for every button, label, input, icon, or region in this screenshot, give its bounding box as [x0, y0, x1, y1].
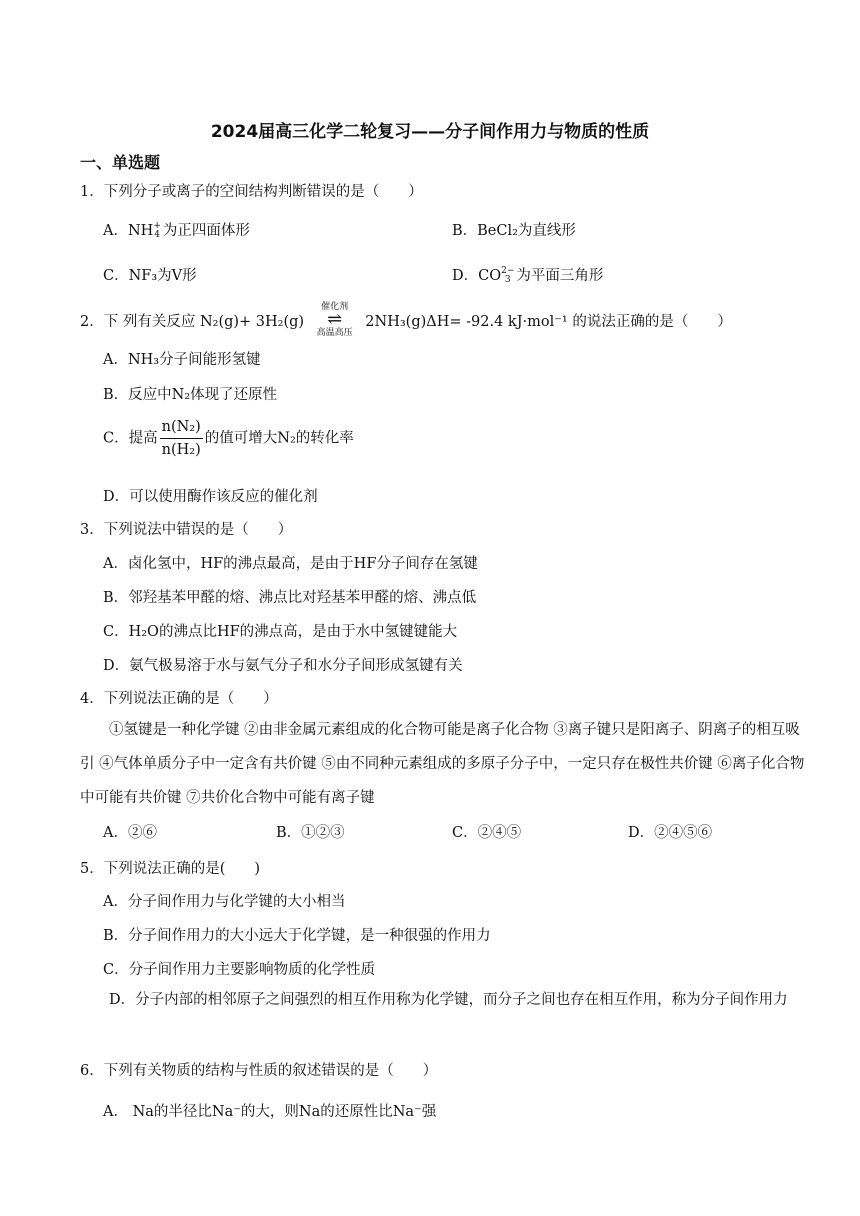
question-5-option-c: C．分子间作用力主要影响物质的化学性质	[103, 962, 376, 978]
question-1-option-a	[103, 219, 250, 240]
ion-charge	[501, 267, 514, 285]
option-a-suffix: 为正四面体形	[162, 223, 250, 239]
ion-charge	[153, 222, 161, 240]
question-2-stem	[80, 304, 732, 340]
question-2-option-b: B．反应中N₂体现了还原性	[103, 387, 278, 403]
option-a-prefix: A．NH	[103, 223, 154, 239]
question-1-option-d	[452, 264, 603, 285]
question-3-option-c: C．H₂O的沸点比HF的沸点高，是由于水中氢键键能大	[103, 624, 458, 640]
subscript: 4	[154, 230, 160, 240]
catalyst-label: 催化剂	[321, 302, 349, 312]
superscript: +	[153, 221, 161, 231]
question-4-stem: 4．下列说法正确的是（ ）	[80, 691, 278, 707]
stem-suffix: 2NH₃(g)ΔH= -92.4 kJ·mol⁻¹ 的说法正确的是（ ）	[365, 314, 732, 330]
stem-prefix: 2．下 列有关反应 N₂(g)+ 3H₂(g)	[80, 314, 305, 330]
question-5-option-d: D．分子内部的相邻原子之间强烈的相互作用称为化学键，而分子之间也存在相互作用，称为分子间作用力	[109, 992, 788, 1008]
question-5-option-b: B．分子间作用力的大小远大于化学键，是一种很强的作用力	[103, 928, 491, 944]
ratio-fraction	[160, 418, 203, 459]
question-2-option-a: A．NH₃分子间能形氢键	[103, 352, 261, 368]
fraction-denominator: n(H₂)	[161, 442, 201, 458]
question-4-option-b: B．①②③	[276, 825, 345, 841]
superscript: 2−	[501, 266, 515, 276]
question-1-option-c: C．NF₃为V形	[103, 268, 197, 284]
option-c-prefix: C．提高	[103, 430, 158, 447]
question-6-option-a: A． Na的半径比Na⁻的大，则Na的还原性比Na⁻强	[103, 1104, 437, 1120]
condition-label: 高温高压	[316, 328, 353, 338]
option-d-suffix: 为平面三角形	[516, 268, 604, 284]
question-1-stem: 1．下列分子或离子的空间结构判断错误的是（ ）	[80, 184, 423, 200]
equilibrium-arrow	[309, 302, 361, 338]
option-c-suffix: 的值可增大N₂的转化率	[204, 430, 354, 447]
question-4-option-c: C．②④⑤	[452, 825, 522, 841]
option-d-prefix: D．CO	[452, 268, 502, 284]
question-1-option-b: B．BeCl₂为直线形	[452, 223, 576, 239]
question-3-stem: 3．下列说法中错误的是（ ）	[80, 522, 293, 538]
question-5-option-a: A．分子间作用力与化学键的大小相当	[103, 894, 346, 910]
question-3-option-b: B．邻羟基苯甲醛的熔、沸点比对羟基苯甲醛的熔、沸点低	[103, 590, 477, 606]
question-4-body: ①氢键是一种化学键 ②由非金属元素组成的化合物可能是离子化合物 ③离子键只是阳离子、阴离子的相互吸引 ④气体单质分子中一定含有共价键 ⑤由不同种元素组成的多原子分子中，一定只存在极性共价键 ⑥离子化合物中可能有共价键 ⑦共价化合物中可能有离子键	[80, 722, 805, 806]
question-5-stem: 5．下列说法正确的是( )	[80, 861, 261, 877]
question-2-option-d: D．可以使用酶作该反应的催化剂	[103, 489, 318, 505]
question-4-option-a: A．②⑥	[103, 825, 157, 841]
reversible-arrow-icon: ⇌	[327, 309, 343, 330]
question-3-option-a: A．卤化氢中，HF的沸点最高，是由于HF分子间存在氢键	[103, 556, 478, 572]
question-6-stem: 6．下列有关物质的结构与性质的叙述错误的是（ ）	[80, 1063, 438, 1079]
page-title: 2024届高三化学二轮复习——分子间作用力与物质的性质	[210, 122, 650, 142]
question-2-option-c	[103, 418, 354, 459]
question-4-option-d: D．②④⑤⑥	[628, 825, 713, 841]
subscript: 3	[504, 275, 511, 285]
section-heading: 一、单选题	[80, 153, 161, 172]
fraction-numerator: n(N₂)	[160, 418, 203, 439]
question-3-option-d: D．氨气极易溶于水与氨气分子和水分子间形成氢键有关	[103, 658, 463, 674]
